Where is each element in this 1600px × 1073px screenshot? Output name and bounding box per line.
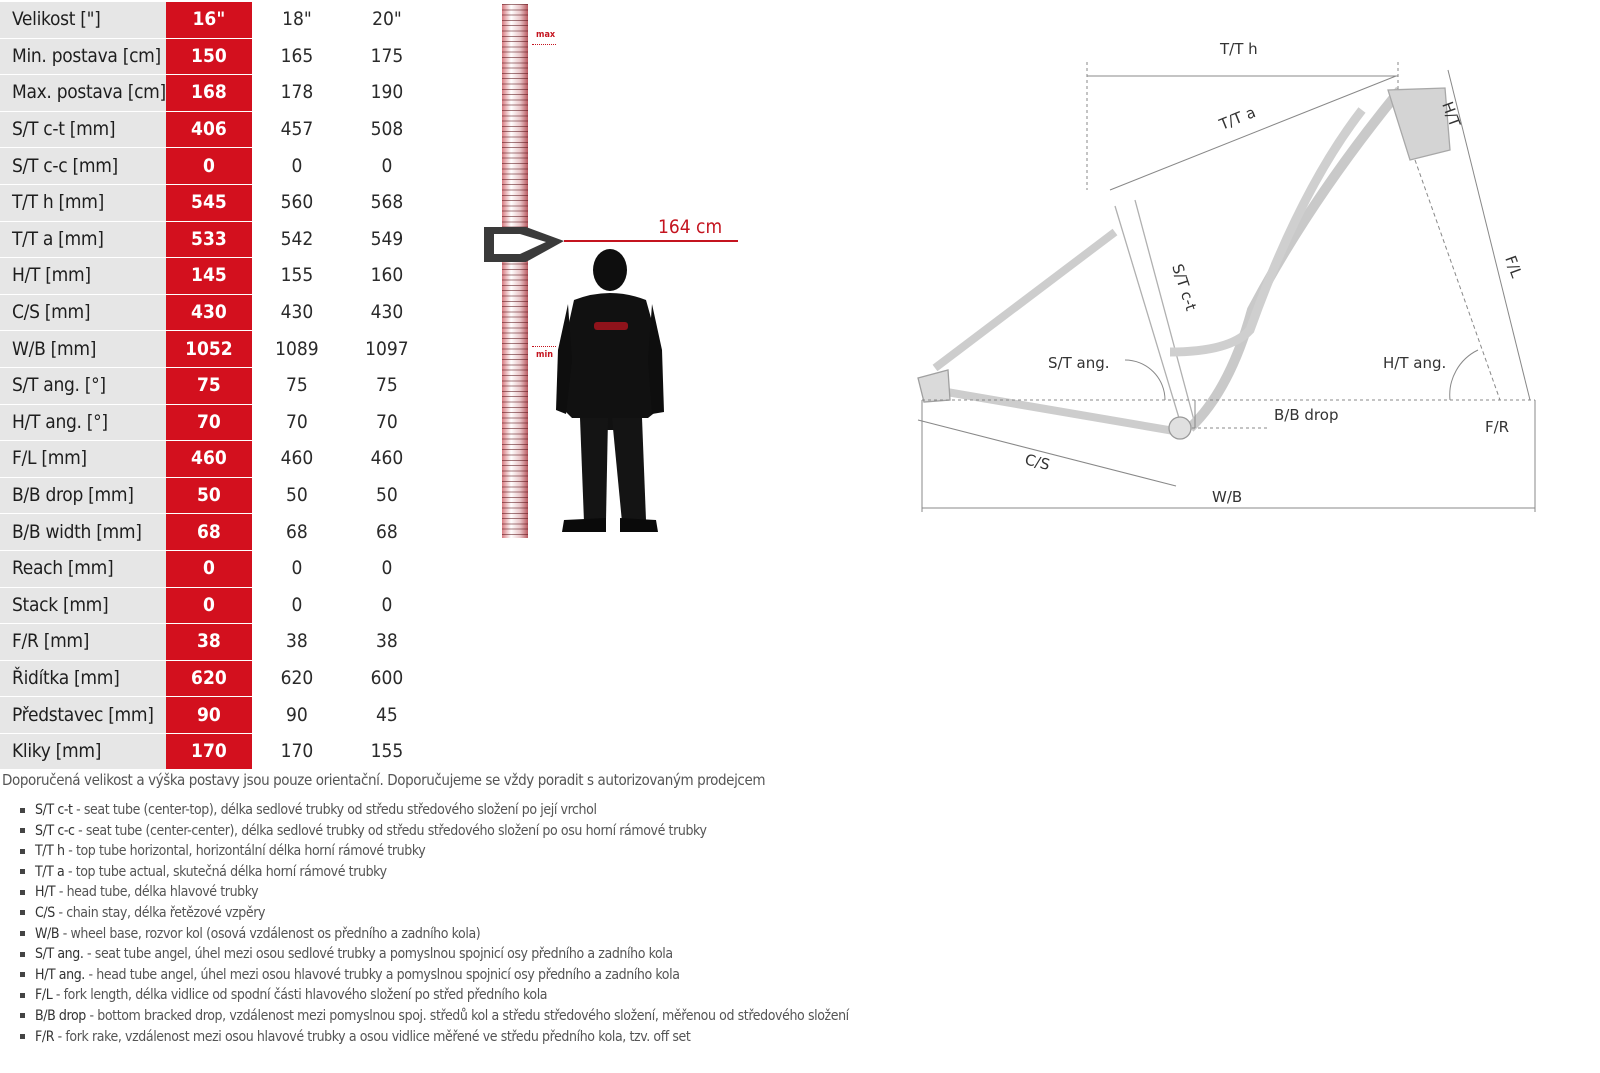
size-cell: 620 <box>252 660 342 697</box>
max-marker-label: max <box>536 30 556 40</box>
size-cell: 549 <box>342 221 432 258</box>
size-cell: 460 <box>252 441 342 478</box>
bullet-icon <box>20 952 25 957</box>
size-cell: 68 <box>252 514 342 551</box>
table-row <box>0 550 432 587</box>
geometry-table <box>0 2 432 770</box>
list-item <box>20 987 849 1008</box>
bullet-icon <box>20 972 25 977</box>
size-cell: 600 <box>342 660 432 697</box>
definition-abbr: W/B <box>35 925 60 942</box>
selected-size-cell: 0 <box>166 148 252 185</box>
size-cell: 50 <box>342 477 432 514</box>
rider-torso <box>564 293 658 430</box>
bullet-icon <box>20 890 25 895</box>
size-cell: 430 <box>252 294 342 331</box>
list-item <box>20 1029 849 1050</box>
table-row <box>0 184 432 221</box>
sizing-note: Doporučená velikost a výška postavy jsou pouze orientační. Doporučujeme se vždy poradit s autorizovaným prodejcem <box>2 771 766 789</box>
size-cell: 190 <box>342 75 432 112</box>
definition-text: - top tube horizontal, horizontální délka horní rámové trubky <box>64 843 426 860</box>
head-tube <box>1388 88 1450 160</box>
size-cell: 75 <box>342 367 432 404</box>
table-row <box>0 477 432 514</box>
row-label: B/B width [mm] <box>0 514 166 551</box>
down-tube <box>1190 90 1400 428</box>
bullet-icon <box>20 808 25 813</box>
list-item <box>20 884 849 905</box>
size-cell: 1097 <box>342 331 432 368</box>
st-angle-arc <box>1125 360 1165 400</box>
table-row <box>0 441 432 478</box>
jacket-logo-icon <box>594 322 628 330</box>
table-row <box>0 514 432 551</box>
row-label: S/T ang. [°] <box>0 367 166 404</box>
bullet-icon <box>20 993 25 998</box>
size-cell: 175 <box>342 38 432 75</box>
definition-text: - top tube actual, skutečná délka horní rámové trubky <box>64 863 387 880</box>
selected-size-cell: 68 <box>166 514 252 551</box>
row-label: Reach [mm] <box>0 550 166 587</box>
label-cs: C/S <box>1023 450 1052 474</box>
definition-abbr: H/T ang. <box>35 966 85 983</box>
table-row <box>0 294 432 331</box>
definition-text: - head tube, délka hlavové trubky <box>55 884 259 901</box>
list-item <box>20 967 849 988</box>
definition-text: - head tube angel, úhel mezi osou hlavové trubky a pomyslnou spojnicí osy předního a zadního kola <box>84 966 680 983</box>
selected-size-cell: 545 <box>166 184 252 221</box>
definition-abbr: S/T c-c <box>35 822 75 839</box>
seat-tube-outline-left <box>1115 206 1182 428</box>
tta-dimension-line <box>1110 76 1396 190</box>
size-cell: 50 <box>252 477 342 514</box>
size-cell: 38 <box>252 624 342 661</box>
row-label: Min. postava [cm] <box>0 38 166 75</box>
row-label: B/B drop [mm] <box>0 477 166 514</box>
definition-abbr: S/T c-t <box>35 802 73 818</box>
table-row <box>0 221 432 258</box>
chain-stay <box>935 390 1180 432</box>
table-row <box>0 624 432 661</box>
selected-size-cell: 0 <box>166 587 252 624</box>
table-row <box>0 404 432 441</box>
selected-size-cell: 430 <box>166 294 252 331</box>
row-label: T/T a [mm] <box>0 221 166 258</box>
label-stang: S/T ang. <box>1048 354 1110 372</box>
definition-text: - fork rake, vzdálenost mezi osou hlavové trubky a osou vidlice měřené ve středu předního kola, tzv. off set <box>54 1028 691 1045</box>
rider-height-label: 164 cm <box>658 216 723 238</box>
selected-size-cell: 533 <box>166 221 252 258</box>
selected-size-cell: 70 <box>166 404 252 441</box>
rear-dropout <box>918 370 950 402</box>
table-row <box>0 75 432 112</box>
size-cell: 20" <box>342 2 432 38</box>
definition-abbr: F/R <box>35 1028 55 1045</box>
size-cell: 0 <box>252 550 342 587</box>
height-line <box>564 240 738 242</box>
selected-size-cell: 38 <box>166 624 252 661</box>
geometry-table-body <box>0 2 432 770</box>
bullet-icon <box>20 869 25 874</box>
label-tth: T/T h <box>1220 40 1258 58</box>
cs-dimension-line <box>918 420 1176 486</box>
abbreviation-definitions <box>20 802 849 1049</box>
selected-size-cell: 50 <box>166 477 252 514</box>
row-label: W/B [mm] <box>0 331 166 368</box>
row-label: Velikost ["] <box>0 2 166 38</box>
table-row <box>0 148 432 185</box>
size-cell: 155 <box>252 258 342 295</box>
selected-size-cell: 0 <box>166 550 252 587</box>
table-row <box>0 111 432 148</box>
min-marker-label: min <box>536 350 553 360</box>
size-cell: 460 <box>342 441 432 478</box>
list-item <box>20 843 849 864</box>
definition-abbr: F/L <box>35 987 53 1004</box>
table-row <box>0 331 432 368</box>
size-cell: 0 <box>342 550 432 587</box>
row-label: T/T h [mm] <box>0 184 166 221</box>
list-item <box>20 905 849 926</box>
selected-size-cell: 170 <box>166 733 252 770</box>
size-cell: 68 <box>342 514 432 551</box>
definition-abbr: H/T <box>35 884 56 901</box>
size-cell: 70 <box>342 404 432 441</box>
size-cell: 45 <box>342 697 432 734</box>
row-label: Max. postava [cm] <box>0 75 166 112</box>
definition-text: - chain stay, délka řetězové vzpěry <box>54 904 266 921</box>
size-cell: 0 <box>252 148 342 185</box>
row-label: H/T ang. [°] <box>0 404 166 441</box>
table-row <box>0 38 432 75</box>
selected-size-cell: 145 <box>166 258 252 295</box>
row-label: Kliky [mm] <box>0 733 166 770</box>
definition-text: - seat tube (center-top), délka sedlové trubky od středu středového složení po její vrchol <box>72 802 597 818</box>
size-cell: 155 <box>342 733 432 770</box>
label-fr: F/R <box>1485 418 1510 436</box>
row-label: S/T c-t [mm] <box>0 111 166 148</box>
definition-text: - bottom bracked drop, vzdálenost mezi pomyslnou spoj. středů kol a středu středového složení, měřenou od středového složení <box>85 1007 849 1024</box>
size-cell: 90 <box>252 697 342 734</box>
table-row <box>0 660 432 697</box>
selected-size-cell: 1052 <box>166 331 252 368</box>
definition-abbr: S/T ang. <box>35 946 84 963</box>
table-row <box>0 697 432 734</box>
bullet-icon <box>20 1013 25 1018</box>
size-cell: 75 <box>252 367 342 404</box>
size-cell: 178 <box>252 75 342 112</box>
row-label: Stack [mm] <box>0 587 166 624</box>
top-tube <box>1170 110 1362 352</box>
label-wb: W/B <box>1212 488 1243 506</box>
size-cell: 160 <box>342 258 432 295</box>
definition-text: - wheel base, rozvor kol (osová vzdálenost os předního a zadního kola) <box>59 925 481 942</box>
size-cell: 70 <box>252 404 342 441</box>
size-cell: 0 <box>252 587 342 624</box>
definition-abbr: B/B drop <box>35 1007 86 1024</box>
definition-text: - seat tube (center-center), délka sedlové trubky od středu středového složení po osu horní rámové trubky <box>74 822 707 839</box>
table-row <box>0 367 432 404</box>
size-cell: 508 <box>342 111 432 148</box>
list-item <box>20 946 849 967</box>
ht-angle-arc <box>1450 350 1478 400</box>
table-row <box>0 587 432 624</box>
bullet-icon <box>20 849 25 854</box>
bullet-icon <box>20 828 25 833</box>
definition-abbr: T/T h <box>35 843 65 860</box>
label-fl: F/L <box>1501 253 1526 281</box>
size-cell: 165 <box>252 38 342 75</box>
definition-text: - seat tube angel, úhel mezi osou sedlové trubky a pomyslnou spojnicí osy předního a zadního kola <box>83 946 673 963</box>
row-label: H/T [mm] <box>0 258 166 295</box>
rider-left-leg <box>580 418 608 522</box>
row-label: C/S [mm] <box>0 294 166 331</box>
size-cell: 18" <box>252 2 342 38</box>
seat-stay <box>935 232 1115 368</box>
rider-height-figure <box>480 0 750 545</box>
rider-right-shoe <box>620 518 658 532</box>
label-tta: T/T a <box>1216 103 1259 134</box>
size-cell: 0 <box>342 148 432 185</box>
selected-size-cell: 620 <box>166 660 252 697</box>
list-item <box>20 864 849 885</box>
row-label: F/L [mm] <box>0 441 166 478</box>
definition-abbr: C/S <box>35 904 55 921</box>
rider-head <box>593 249 627 291</box>
list-item <box>20 802 849 823</box>
rider-left-shoe <box>562 518 606 532</box>
selected-size-cell: 168 <box>166 75 252 112</box>
selected-size-cell: 460 <box>166 441 252 478</box>
size-cell: 430 <box>342 294 432 331</box>
size-cell: 1089 <box>252 331 342 368</box>
label-ht: H/T <box>1438 99 1464 130</box>
row-label: Řidítka [mm] <box>0 660 166 697</box>
selected-size-cell: 16" <box>166 2 252 38</box>
bullet-icon <box>20 910 25 915</box>
rider-silhouette <box>480 0 750 545</box>
definition-abbr: T/T a <box>35 863 65 880</box>
selected-size-cell: 406 <box>166 111 252 148</box>
size-cell: 542 <box>252 221 342 258</box>
list-item <box>20 823 849 844</box>
bottom-bracket <box>1169 417 1191 439</box>
size-cell: 457 <box>252 111 342 148</box>
selected-size-cell: 90 <box>166 697 252 734</box>
definition-text: - fork length, délka vidlice od spodní části hlavového složení po střed předního kola <box>52 987 548 1004</box>
rider-right-leg <box>612 418 646 522</box>
selected-size-cell: 150 <box>166 38 252 75</box>
seat-tube-outline-right <box>1135 200 1195 424</box>
table-row <box>0 733 432 770</box>
frame-geometry-diagram <box>900 20 1580 520</box>
list-item <box>20 1008 849 1029</box>
size-cell: 568 <box>342 184 432 221</box>
list-item <box>20 926 849 947</box>
size-cell: 170 <box>252 733 342 770</box>
row-label: S/T c-c [mm] <box>0 148 166 185</box>
size-cell: 38 <box>342 624 432 661</box>
label-bbdrop: B/B drop <box>1274 406 1339 424</box>
table-row <box>0 258 432 295</box>
bullet-icon <box>20 1034 25 1039</box>
selected-size-cell: 75 <box>166 367 252 404</box>
size-cell: 0 <box>342 587 432 624</box>
row-label: Představec [mm] <box>0 697 166 734</box>
bullet-icon <box>20 931 25 936</box>
table-row <box>0 2 432 38</box>
label-htang: H/T ang. <box>1383 354 1447 372</box>
size-cell: 560 <box>252 184 342 221</box>
label-stct: S/T c-t <box>1168 261 1201 313</box>
row-label: F/R [mm] <box>0 624 166 661</box>
